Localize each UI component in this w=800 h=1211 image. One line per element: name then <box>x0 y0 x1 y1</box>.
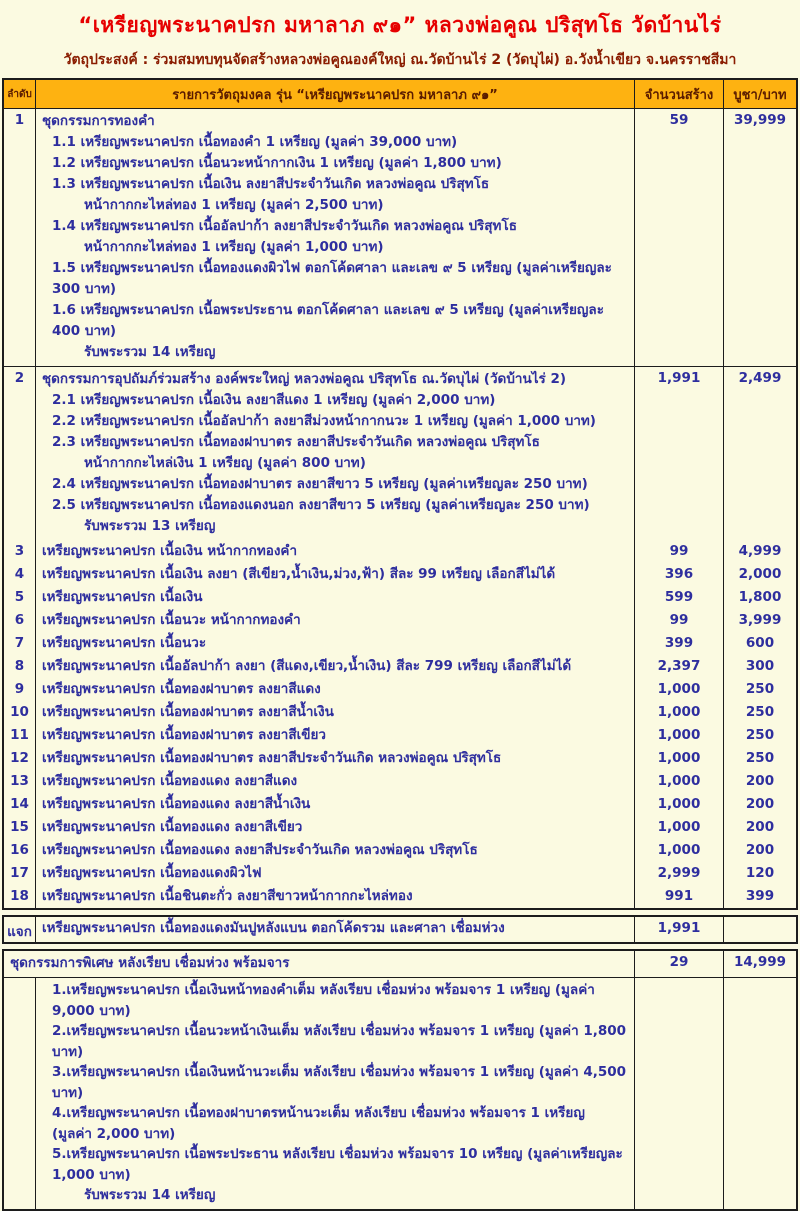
row-qty: 1,000 <box>634 816 723 839</box>
row-item <box>35 109 634 366</box>
table-row <box>4 747 796 770</box>
row-qty: 1,000 <box>634 839 723 862</box>
page-subtitle: วัตถุประสงค์ : ร่วมสมทบทุนจัดสร้างหลวงพ่อคูณองค์ใหญ่ ณ.วัดบ้านไร่ 2 (วัดบุไผ่) อ.วังน้ำเขียว จ.นครราชสีมา <box>63 52 737 68</box>
giveaway-row-block <box>2 915 798 944</box>
row-price: 14,999 <box>723 951 796 977</box>
col-header-price: บูชา/บาท <box>723 80 796 108</box>
row-item: เหรียญพระนาคปรก เนื้อนวะ <box>35 632 634 655</box>
row-qty: 1,991 <box>634 917 723 942</box>
row-price: 2,499 <box>723 367 796 540</box>
row-qty: 1,000 <box>634 793 723 816</box>
row-qty: 599 <box>634 586 723 609</box>
row-order: 18 <box>10 888 29 904</box>
row-price: 4,999 <box>723 540 796 563</box>
row-qty: 1,000 <box>634 747 723 770</box>
detail-line: 2.5 เหรียญพระนาคปรก เนื้อทองแดงนอก ลงยาสีขาว 5 เหรียญ (มูลค่าเหรียญละ 250 บาท) <box>52 497 590 513</box>
table-row <box>4 885 796 908</box>
table-row <box>4 563 796 586</box>
row-qty: 59 <box>634 109 723 366</box>
special-title: ชุดกรรมการพิเศษ หลังเรียบ เชื่อมห่วง พร้อมจาร <box>10 955 290 971</box>
simple-row-list <box>4 540 796 908</box>
table-row-section-2 <box>4 366 796 540</box>
detail-line: 1.1 เหรียญพระนาคปรก เนื้อทองคำ 1 เหรียญ (มูลค่า 39,000 บาท) <box>52 134 458 150</box>
row-item: เหรียญพระนาคปรก เนื้อเงิน หน้ากากทองคำ <box>35 540 634 563</box>
detail-line: รับพระรวม 14 เหรียญ <box>84 1187 216 1203</box>
col-header-item: รายการวัตถุมงคล รุ่น “เหรียญพระนาคปรก มหาลาภ ๙๑” <box>35 80 634 108</box>
row-qty: 2,999 <box>634 862 723 885</box>
row-order: 11 <box>10 727 29 743</box>
section-detail-list <box>42 132 628 363</box>
detail-line: 2.1 เหรียญพระนาคปรก เนื้อเงิน ลงยาสีแดง 1 เหรียญ (มูลค่า 2,000 บาท) <box>52 392 496 408</box>
table-row <box>4 839 796 862</box>
special-set-block <box>2 949 798 1211</box>
detail-line: 1.2 เหรียญพระนาคปรก เนื้อนวะหน้ากากเงิน 1 เหรียญ (มูลค่า 1,800 บาท) <box>52 155 502 171</box>
row-item: เหรียญพระนาคปรก เนื้อเงิน ลงยา (สีเขียว,น้ำเงิน,ม่วง,ฟ้า) สีละ 99 เหรียญ เลือกสีไม่ได้ <box>35 563 634 586</box>
detail-line: 4.เหรียญพระนาคปรก เนื้อทองฝาบาตรหน้านวะเต็ม หลังเรียบ เชื่อมห่วง พร้อมจาร 1 เหรียญ (มูลค่า 2,000 บาท) <box>52 1105 585 1142</box>
row-price: 3,999 <box>723 609 796 632</box>
row-item: เหรียญพระนาคปรก เนื้อทองแดงมันปูหลังแบน ตอกโค้ดรวม และศาลา เชื่อมห่วง <box>35 917 634 942</box>
detail-line: 3.เหรียญพระนาคปรก เนื้อเงินหน้านวะเต็ม หลังเรียบ เชื่อมห่วง พร้อมจาร 1 เหรียญ (มูลค่า 4,500 บาท) <box>52 1064 627 1101</box>
page-title: “เหรียญพระนาคปรก มหาลาภ ๙๑” หลวงพ่อคูณ ปริสุทโธ วัดบ้านไร่ <box>78 13 722 37</box>
table-row <box>4 862 796 885</box>
row-order: 6 <box>14 612 25 628</box>
row-price: 399 <box>723 885 796 908</box>
row-price: 200 <box>723 793 796 816</box>
table-row <box>4 586 796 609</box>
row-qty: 29 <box>634 951 723 977</box>
row-price: 600 <box>723 632 796 655</box>
table-row <box>4 816 796 839</box>
row-item <box>35 978 634 1209</box>
row-price: 250 <box>723 747 796 770</box>
row-qty: 99 <box>634 609 723 632</box>
col-header-order: ลำดับ <box>7 89 32 100</box>
row-price <box>723 917 796 942</box>
row-order: 8 <box>14 658 25 674</box>
table-row <box>4 793 796 816</box>
row-item: เหรียญพระนาคปรก เนื้อทองแดง ลงยาสีประจำวันเกิด หลวงพ่อคูณ ปริสุทโธ <box>35 839 634 862</box>
row-price: 39,999 <box>723 109 796 366</box>
special-header-row <box>4 951 796 977</box>
row-order: 14 <box>10 796 29 812</box>
detail-line: รับพระรวม 14 เหรียญ <box>84 344 216 360</box>
row-qty: 1,991 <box>634 367 723 540</box>
table-row-section-1 <box>4 108 796 366</box>
row-order: 15 <box>10 819 29 835</box>
row-order: 16 <box>10 842 29 858</box>
detail-line: 1.6 เหรียญพระนาคปรก เนื้อพระประธาน ตอกโค้ดศาลา และเลข ๙ 5 เหรียญ (มูลค่าเหรียญละ 400 บาท) <box>52 302 604 339</box>
row-order: แจก <box>7 924 32 940</box>
special-detail-row <box>4 977 796 1209</box>
row-price: 250 <box>723 678 796 701</box>
row-item: เหรียญพระนาคปรก เนื้อชินตะกั่ว ลงยาสีขาวหน้ากากกะไหล่ทอง <box>35 885 634 908</box>
row-item: เหรียญพระนาคปรก เนื้อทองแดง ลงยาสีเขียว <box>35 816 634 839</box>
row-order: 2 <box>14 370 25 386</box>
row-order: 7 <box>14 635 25 651</box>
row-price: 250 <box>723 724 796 747</box>
row-item: เหรียญพระนาคปรก เนื้อเงิน <box>35 586 634 609</box>
row-item <box>35 367 634 540</box>
row-item: เหรียญพระนาคปรก เนื้อทองฝาบาตร ลงยาสีประจำวันเกิด หลวงพ่อคูณ ปริสุทโธ <box>35 747 634 770</box>
row-item: เหรียญพระนาคปรก เนื้อทองแดง ลงยาสีแดง <box>35 770 634 793</box>
row-order: 4 <box>14 566 25 582</box>
detail-line: 2.3 เหรียญพระนาคปรก เนื้อทองฝาบาตร ลงยาสีประจำวันเกิด หลวงพ่อคูณ ปริสุทโธ <box>52 434 540 450</box>
row-order <box>4 978 35 1209</box>
row-price: 200 <box>723 816 796 839</box>
row-order: 9 <box>14 681 25 697</box>
detail-line: 5.เหรียญพระนาคปรก เนื้อพระประธาน หลังเรียบ เชื่อมห่วง พร้อมจาร 10 เหรียญ (มูลค่าเหรียญละ 1,000 บาท) <box>52 1146 623 1183</box>
row-qty: 1,000 <box>634 770 723 793</box>
row-qty: 1,000 <box>634 701 723 724</box>
section-detail-list <box>42 390 628 537</box>
row-price: 200 <box>723 770 796 793</box>
row-order: 5 <box>14 589 25 605</box>
row-order: 17 <box>10 865 29 881</box>
row-price: 2,000 <box>723 563 796 586</box>
row-price: 120 <box>723 862 796 885</box>
row-qty: 2,397 <box>634 655 723 678</box>
detail-line: 2.เหรียญพระนาคปรก เนื้อนวะหน้าเงินเต็ม หลังเรียบ เชื่อมห่วง พร้อมจาร 1 เหรียญ (มูลค่า 1,800 บาท) <box>52 1023 627 1060</box>
amulet-price-table <box>2 78 798 910</box>
table-row <box>4 770 796 793</box>
table-row <box>4 701 796 724</box>
detail-line: รับพระรวม 13 เหรียญ <box>84 518 216 534</box>
table-row <box>4 540 796 563</box>
row-qty: 99 <box>634 540 723 563</box>
table-row-giveaway <box>4 917 796 942</box>
row-item: เหรียญพระนาคปรก เนื้อทองแดงผิวไฟ <box>35 862 634 885</box>
detail-line: 1.5 เหรียญพระนาคปรก เนื้อทองแดงผิวไฟ ตอกโค้ดศาลา และเลข ๙ 5 เหรียญ (มูลค่าเหรียญละ 300 บาท) <box>52 260 612 297</box>
row-price <box>723 978 796 1209</box>
table-row <box>4 632 796 655</box>
row-qty <box>634 978 723 1209</box>
row-order: 13 <box>10 773 29 789</box>
row-qty: 1,000 <box>634 678 723 701</box>
row-qty: 1,000 <box>634 724 723 747</box>
row-item: เหรียญพระนาคปรก เนื้ออัลปาก้า ลงยา (สีแดง,เขียว,น้ำเงิน) สีละ 799 เหรียญ เลือกสีไม่ได้ <box>35 655 634 678</box>
table-row <box>4 678 796 701</box>
row-item: เหรียญพระนาคปรก เนื้อนวะ หน้ากากทองคำ <box>35 609 634 632</box>
table-row <box>4 724 796 747</box>
detail-line: 2.4 เหรียญพระนาคปรก เนื้อทองฝาบาตร ลงยาสีขาว 5 เหรียญ (มูลค่าเหรียญละ 250 บาท) <box>52 476 588 492</box>
col-header-qty: จำนวนสร้าง <box>634 80 723 108</box>
row-order: 12 <box>10 750 29 766</box>
row-item: เหรียญพระนาคปรก เนื้อทองฝาบาตร ลงยาสีแดง <box>35 678 634 701</box>
section-title: ชุดกรรมการทองคำ <box>42 113 155 129</box>
detail-line: 1.4 เหรียญพระนาคปรก เนื้ออัลปาก้า ลงยาสีประจำวันเกิด หลวงพ่อคูณ ปริสุทโธ <box>52 218 517 234</box>
row-order: 10 <box>10 704 29 720</box>
row-price: 200 <box>723 839 796 862</box>
table-row <box>4 609 796 632</box>
table-header-row <box>4 80 796 108</box>
section-title: ชุดกรรมการอุปถัมภ์ร่วมสร้าง องค์พระใหญ่ หลวงพ่อคูณ ปริสุทโธ ณ.วัดบุไผ่ (วัดบ้านไร่ 2) <box>42 371 567 387</box>
detail-line: หน้ากากกะไหล่ทอง 1 เหรียญ (มูลค่า 2,500 บาท) <box>84 197 384 213</box>
row-order: 3 <box>14 543 25 559</box>
row-price: 300 <box>723 655 796 678</box>
row-item: เหรียญพระนาคปรก เนื้อทองฝาบาตร ลงยาสีน้ำเงิน <box>35 701 634 724</box>
detail-line: หน้ากากกะไหล่เงิน 1 เหรียญ (มูลค่า 800 บาท) <box>84 455 366 471</box>
detail-line: 1.เหรียญพระนาคปรก เนื้อเงินหน้าทองคำเต็ม หลังเรียบ เชื่อมห่วง พร้อมจาร 1 เหรียญ (มูลค่า 9,000 บาท) <box>52 982 595 1019</box>
table-row <box>4 655 796 678</box>
row-price: 250 <box>723 701 796 724</box>
row-item: เหรียญพระนาคปรก เนื้อทองแดง ลงยาสีน้ำเงิน <box>35 793 634 816</box>
row-qty: 396 <box>634 563 723 586</box>
detail-line: 1.3 เหรียญพระนาคปรก เนื้อเงิน ลงยาสีประจำวันเกิด หลวงพ่อคูณ ปริสุทโธ <box>52 176 490 192</box>
detail-line: 2.2 เหรียญพระนาคปรก เนื้ออัลปาก้า ลงยาสีม่วงหน้ากากนวะ 1 เหรียญ (มูลค่า 1,000 บาท) <box>52 413 596 429</box>
row-item: เหรียญพระนาคปรก เนื้อทองฝาบาตร ลงยาสีเขียว <box>35 724 634 747</box>
row-order: 1 <box>14 112 25 128</box>
row-price: 1,800 <box>723 586 796 609</box>
row-qty: 399 <box>634 632 723 655</box>
detail-line: หน้ากากกะไหล่ทอง 1 เหรียญ (มูลค่า 1,000 บาท) <box>84 239 384 255</box>
special-detail-list <box>42 980 628 1206</box>
row-qty: 991 <box>634 885 723 908</box>
